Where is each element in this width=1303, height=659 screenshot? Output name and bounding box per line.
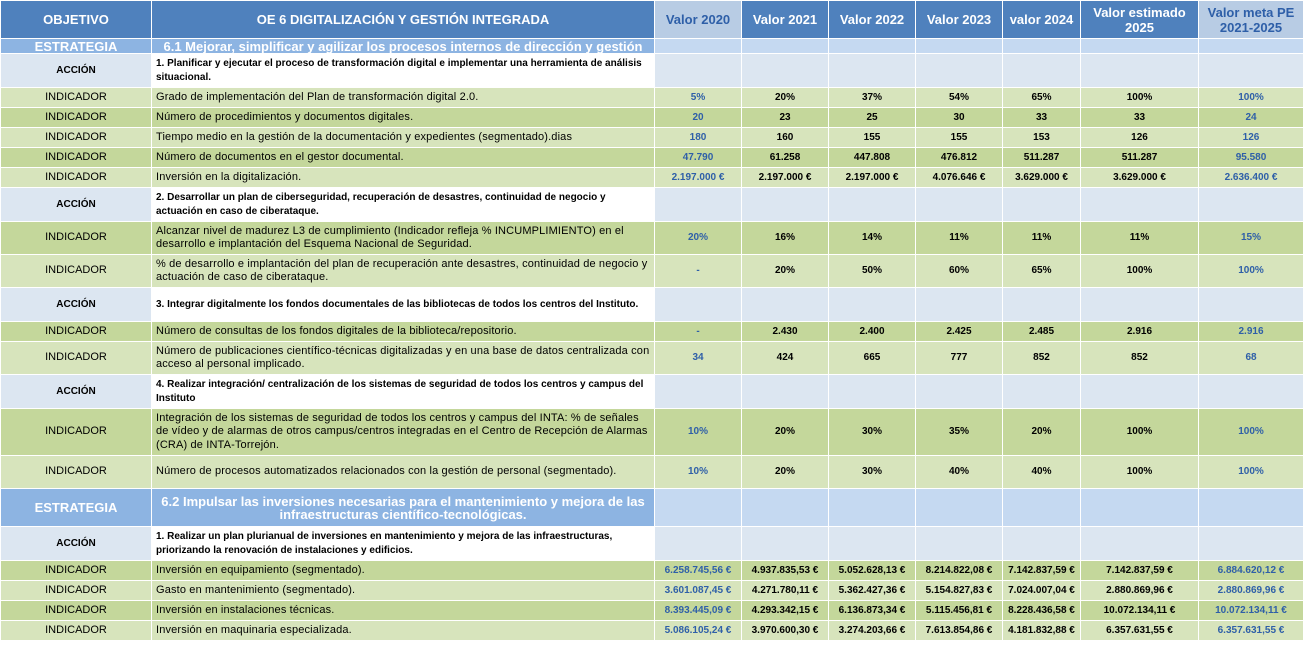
empty-cell (655, 188, 742, 222)
indicator-value-meta: 100% (1199, 255, 1303, 288)
empty-cell (655, 39, 742, 54)
indicator-value-2023: 60% (916, 255, 1003, 288)
empty-cell (742, 39, 829, 54)
indicator-value-2023: 2.425 (916, 322, 1003, 342)
indicator-value-2024: 852 (1003, 342, 1081, 375)
indicator-value-meta: 2.636.400 € (1199, 168, 1303, 188)
indicator-value-2021: 20% (742, 255, 829, 288)
action-label: ACCIÓN (1, 188, 152, 222)
action-description: 3. Integrar digitalmente los fondos documentales de las bibliotecas de todos los centros del Instituto. (152, 288, 655, 322)
indicator-label: INDICADOR (1, 409, 152, 456)
empty-cell (1081, 489, 1199, 527)
indicator-value-2020: 47.790 (655, 148, 742, 168)
indicator-label: INDICADOR (1, 561, 152, 581)
indicator-value-2024: 3.629.000 € (1003, 168, 1081, 188)
indicator-value-2025: 7.142.837,59 € (1081, 561, 1199, 581)
action-label: ACCIÓN (1, 375, 152, 409)
indicator-value-2021: 16% (742, 222, 829, 255)
indicator-value-2021: 4.271.780,11 € (742, 581, 829, 601)
empty-cell (829, 54, 916, 88)
empty-cell (1003, 39, 1081, 54)
indicator-label: INDICADOR (1, 168, 152, 188)
action-label: ACCIÓN (1, 54, 152, 88)
indicator-value-2021: 160 (742, 128, 829, 148)
indicator-description: Número de publicaciones científico-técnicas digitalizadas y en una base de datos centralizada con acceso al personal implicado. (152, 342, 655, 375)
indicator-value-2024: 11% (1003, 222, 1081, 255)
empty-cell (1003, 489, 1081, 527)
empty-cell (916, 188, 1003, 222)
indicator-label: INDICADOR (1, 342, 152, 375)
indicator-value-2020: 3.601.087,45 € (655, 581, 742, 601)
indicator-value-2022: 447.808 (829, 148, 916, 168)
indicator-value-2023: 7.613.854,86 € (916, 621, 1003, 641)
strategy-label: ESTRATEGIA (1, 39, 152, 54)
empty-cell (742, 54, 829, 88)
indicator-label: INDICADOR (1, 255, 152, 288)
header-valor-2023: Valor 2023 (916, 1, 1003, 39)
indicator-value-2020: 8.393.445,09 € (655, 601, 742, 621)
empty-cell (1199, 489, 1303, 527)
header-valor-meta: Valor meta PE 2021-2025 (1199, 1, 1303, 39)
action-label: ACCIÓN (1, 288, 152, 322)
indicator-value-2023: 8.214.822,08 € (916, 561, 1003, 581)
indicator-row (1, 222, 1303, 255)
empty-cell (742, 188, 829, 222)
empty-cell (829, 527, 916, 561)
indicator-value-2020: 5.086.105,24 € (655, 621, 742, 641)
empty-cell (829, 489, 916, 527)
indicator-value-meta: 10.072.134,11 € (1199, 601, 1303, 621)
empty-cell (1003, 54, 1081, 88)
indicator-value-2021: 23 (742, 108, 829, 128)
empty-cell (1003, 188, 1081, 222)
indicator-label: INDICADOR (1, 88, 152, 108)
indicator-label: INDICADOR (1, 108, 152, 128)
empty-cell (916, 489, 1003, 527)
empty-cell (655, 288, 742, 322)
empty-cell (829, 375, 916, 409)
indicator-value-2024: 20% (1003, 409, 1081, 456)
indicator-value-2025: 3.629.000 € (1081, 168, 1199, 188)
indicator-value-2023: 476.812 (916, 148, 1003, 168)
strategy-row (1, 39, 1303, 54)
indicator-value-meta: 126 (1199, 128, 1303, 148)
indicator-value-2022: 30% (829, 409, 916, 456)
indicator-value-2021: 3.970.600,30 € (742, 621, 829, 641)
indicator-label: INDICADOR (1, 601, 152, 621)
indicator-value-2021: 2.430 (742, 322, 829, 342)
indicator-value-2021: 20% (742, 409, 829, 456)
empty-cell (1081, 54, 1199, 88)
header-valor-2020: Valor 2020 (655, 1, 742, 39)
indicator-description: Inversión en instalaciones técnicas. (152, 601, 655, 621)
indicator-label: INDICADOR (1, 322, 152, 342)
indicator-value-2020: 20% (655, 222, 742, 255)
empty-cell (916, 375, 1003, 409)
header-title: OE 6 DIGITALIZACIÓN Y GESTIÓN INTEGRADA (152, 1, 655, 39)
indicator-value-meta: 6.884.620,12 € (1199, 561, 1303, 581)
action-row (1, 188, 1303, 222)
indicator-value-meta: 6.357.631,55 € (1199, 621, 1303, 641)
indicator-value-2023: 5.154.827,83 € (916, 581, 1003, 601)
indicator-value-2022: 6.136.873,34 € (829, 601, 916, 621)
indicator-value-2021: 61.258 (742, 148, 829, 168)
header-valor-2021: Valor 2021 (742, 1, 829, 39)
indicator-value-2020: 6.258.745,56 € (655, 561, 742, 581)
indicator-value-2022: 155 (829, 128, 916, 148)
indicator-row (1, 128, 1303, 148)
header-row (1, 1, 1303, 39)
indicator-value-meta: 15% (1199, 222, 1303, 255)
header-valor-estimado-2025: Valor estimado 2025 (1081, 1, 1199, 39)
empty-cell (742, 527, 829, 561)
indicator-value-2020: 20 (655, 108, 742, 128)
empty-cell (1199, 188, 1303, 222)
indicator-value-2024: 65% (1003, 255, 1081, 288)
action-label: ACCIÓN (1, 527, 152, 561)
indicator-description: Número de procedimientos y documentos digitales. (152, 108, 655, 128)
indicator-row (1, 561, 1303, 581)
indicator-value-2024: 8.228.436,58 € (1003, 601, 1081, 621)
indicator-row (1, 409, 1303, 456)
strategy-title: 6.2 Impulsar las inversiones necesarias para el mantenimiento y mejora de las infraestructuras científico-tecnológicas. (152, 489, 655, 527)
indicator-label: INDICADOR (1, 456, 152, 489)
indicator-description: Integración de los sistemas de seguridad de todos los centros y campus del INTA: % de señales de vídeo y de alarmas de otros campus/centros integradas en el Centro de Recepción de Alarmas (CRA) de INTA-Torrejón. (152, 409, 655, 456)
indicator-value-2020: 2.197.000 € (655, 168, 742, 188)
indicator-row (1, 581, 1303, 601)
empty-cell (829, 39, 916, 54)
indicator-row (1, 601, 1303, 621)
empty-cell (742, 489, 829, 527)
empty-cell (1199, 39, 1303, 54)
indicator-value-2025: 511.287 (1081, 148, 1199, 168)
indicator-row (1, 108, 1303, 128)
indicator-value-2024: 7.024.007,04 € (1003, 581, 1081, 601)
indicator-value-2023: 40% (916, 456, 1003, 489)
indicator-value-2023: 4.076.646 € (916, 168, 1003, 188)
indicator-row (1, 342, 1303, 375)
indicator-row (1, 148, 1303, 168)
empty-cell (1003, 375, 1081, 409)
indicator-value-2024: 7.142.837,59 € (1003, 561, 1081, 581)
indicator-value-2021: 2.197.000 € (742, 168, 829, 188)
indicator-value-2023: 11% (916, 222, 1003, 255)
action-row (1, 375, 1303, 409)
indicator-value-meta: 2.916 (1199, 322, 1303, 342)
indicator-value-2022: 3.274.203,66 € (829, 621, 916, 641)
indicator-value-2025: 126 (1081, 128, 1199, 148)
indicator-value-meta: 100% (1199, 409, 1303, 456)
action-row (1, 288, 1303, 322)
indicator-value-2020: 5% (655, 88, 742, 108)
empty-cell (829, 288, 916, 322)
empty-cell (1003, 288, 1081, 322)
header-objetivo: OBJETIVO (1, 1, 152, 39)
indicator-value-meta: 68 (1199, 342, 1303, 375)
empty-cell (1081, 375, 1199, 409)
indicator-value-2025: 100% (1081, 409, 1199, 456)
empty-cell (1081, 288, 1199, 322)
indicator-value-meta: 100% (1199, 88, 1303, 108)
indicator-value-2024: 511.287 (1003, 148, 1081, 168)
empty-cell (1199, 288, 1303, 322)
indicator-value-2020: 34 (655, 342, 742, 375)
indicator-value-2025: 2.916 (1081, 322, 1199, 342)
indicator-description: Inversión en maquinaria especializada. (152, 621, 655, 641)
indicator-value-2025: 11% (1081, 222, 1199, 255)
empty-cell (742, 288, 829, 322)
indicator-description: Alcanzar nivel de madurez L3 de cumplimiento (Indicador refleja % INCUMPLIMIENTO) en el desarrollo e implantación del Esquema Nacional de Seguridad. (152, 222, 655, 255)
header-valor-2024: valor 2024 (1003, 1, 1081, 39)
indicator-value-2023: 5.115.456,81 € (916, 601, 1003, 621)
indicator-value-2024: 40% (1003, 456, 1081, 489)
indicator-value-2022: 665 (829, 342, 916, 375)
indicator-value-2020: 180 (655, 128, 742, 148)
action-description: 4. Realizar integración/ centralización de los sistemas de seguridad de todos los centros y campus del Instituto (152, 375, 655, 409)
indicator-value-2025: 100% (1081, 88, 1199, 108)
indicator-value-2023: 777 (916, 342, 1003, 375)
indicator-value-2021: 424 (742, 342, 829, 375)
strategy-row (1, 489, 1303, 527)
indicator-value-2023: 35% (916, 409, 1003, 456)
indicator-value-2022: 5.362.427,36 € (829, 581, 916, 601)
indicator-row (1, 456, 1303, 489)
indicator-value-meta: 24 (1199, 108, 1303, 128)
indicator-value-2022: 2.400 (829, 322, 916, 342)
indicator-value-2022: 25 (829, 108, 916, 128)
empty-cell (655, 489, 742, 527)
indicator-description: Número de documentos en el gestor documental. (152, 148, 655, 168)
indicator-value-2022: 37% (829, 88, 916, 108)
indicator-value-meta: 95.580 (1199, 148, 1303, 168)
indicator-value-2020: 10% (655, 456, 742, 489)
indicator-label: INDICADOR (1, 222, 152, 255)
indicator-row (1, 322, 1303, 342)
empty-cell (1199, 527, 1303, 561)
indicator-description: Inversión en equipamiento (segmentado). (152, 561, 655, 581)
indicator-value-2025: 100% (1081, 456, 1199, 489)
indicator-row (1, 621, 1303, 641)
indicator-description: Inversión en la digitalización. (152, 168, 655, 188)
strategy-title: 6.1 Mejorar, simplificar y agilizar los procesos internos de dirección y gestión (152, 39, 655, 54)
empty-cell (1081, 188, 1199, 222)
indicator-description: Gasto en mantenimiento (segmentado). (152, 581, 655, 601)
action-row (1, 54, 1303, 88)
indicator-value-2024: 65% (1003, 88, 1081, 108)
indicator-value-2023: 30 (916, 108, 1003, 128)
indicator-value-2021: 4.293.342,15 € (742, 601, 829, 621)
indicator-description: % de desarrollo e implantación del plan de recuperación ante desastres, continuidad de negocio y actuación de caso de ciberataque. (152, 255, 655, 288)
indicator-value-2022: 50% (829, 255, 916, 288)
indicator-value-2022: 30% (829, 456, 916, 489)
empty-cell (742, 375, 829, 409)
empty-cell (1081, 39, 1199, 54)
empty-cell (916, 527, 1003, 561)
header-valor-2022: Valor 2022 (829, 1, 916, 39)
indicator-value-2024: 153 (1003, 128, 1081, 148)
indicator-value-2020: - (655, 322, 742, 342)
indicator-description: Tiempo medio en la gestión de la documentación y expedientes (segmentado).dias (152, 128, 655, 148)
indicator-value-meta: 100% (1199, 456, 1303, 489)
indicator-value-2025: 2.880.869,96 € (1081, 581, 1199, 601)
empty-cell (655, 527, 742, 561)
indicator-value-2020: 10% (655, 409, 742, 456)
indicator-value-2022: 5.052.628,13 € (829, 561, 916, 581)
indicator-value-2021: 4.937.835,53 € (742, 561, 829, 581)
indicator-value-2025: 100% (1081, 255, 1199, 288)
indicator-value-2025: 6.357.631,55 € (1081, 621, 1199, 641)
empty-cell (655, 375, 742, 409)
indicator-value-2020: - (655, 255, 742, 288)
indicator-value-2025: 852 (1081, 342, 1199, 375)
indicator-label: INDICADOR (1, 128, 152, 148)
indicator-description: Número de consultas de los fondos digitales de la biblioteca/repositorio. (152, 322, 655, 342)
empty-cell (1003, 527, 1081, 561)
indicator-value-2024: 2.485 (1003, 322, 1081, 342)
empty-cell (655, 54, 742, 88)
strategy-label: ESTRATEGIA (1, 489, 152, 527)
indicator-value-2023: 155 (916, 128, 1003, 148)
action-row (1, 527, 1303, 561)
indicator-value-2021: 20% (742, 456, 829, 489)
indicator-label: INDICADOR (1, 621, 152, 641)
action-description: 1. Planificar y ejecutar el proceso de transformación digital e implementar una herramienta de análisis situacional. (152, 54, 655, 88)
indicator-value-meta: 2.880.869,96 € (1199, 581, 1303, 601)
indicator-value-2021: 20% (742, 88, 829, 108)
indicator-value-2024: 4.181.832,88 € (1003, 621, 1081, 641)
empty-cell (1081, 527, 1199, 561)
indicator-value-2025: 10.072.134,11 € (1081, 601, 1199, 621)
empty-cell (1199, 54, 1303, 88)
indicator-row (1, 255, 1303, 288)
action-description: 2. Desarrollar un plan de ciberseguridad, recuperación de desastres, continuidad de negocio y actuación en caso de ciberataque. (152, 188, 655, 222)
indicator-value-2022: 2.197.000 € (829, 168, 916, 188)
indicator-row (1, 168, 1303, 188)
indicator-label: INDICADOR (1, 581, 152, 601)
indicator-value-2025: 33 (1081, 108, 1199, 128)
indicator-value-2022: 14% (829, 222, 916, 255)
indicator-value-2023: 54% (916, 88, 1003, 108)
empty-cell (916, 54, 1003, 88)
action-description: 1. Realizar un plan plurianual de inversiones en mantenimiento y mejora de las infraestructuras, priorizando la renovación de instalaciones y edificios. (152, 527, 655, 561)
empty-cell (916, 288, 1003, 322)
empty-cell (1199, 375, 1303, 409)
indicator-row (1, 88, 1303, 108)
indicator-description: Número de procesos automatizados relacionados con la gestión de personal (segmentado). (152, 456, 655, 489)
empty-cell (916, 39, 1003, 54)
indicator-value-2024: 33 (1003, 108, 1081, 128)
empty-cell (829, 188, 916, 222)
indicator-label: INDICADOR (1, 148, 152, 168)
indicator-description: Grado de implementación del Plan de transformación digital 2.0. (152, 88, 655, 108)
